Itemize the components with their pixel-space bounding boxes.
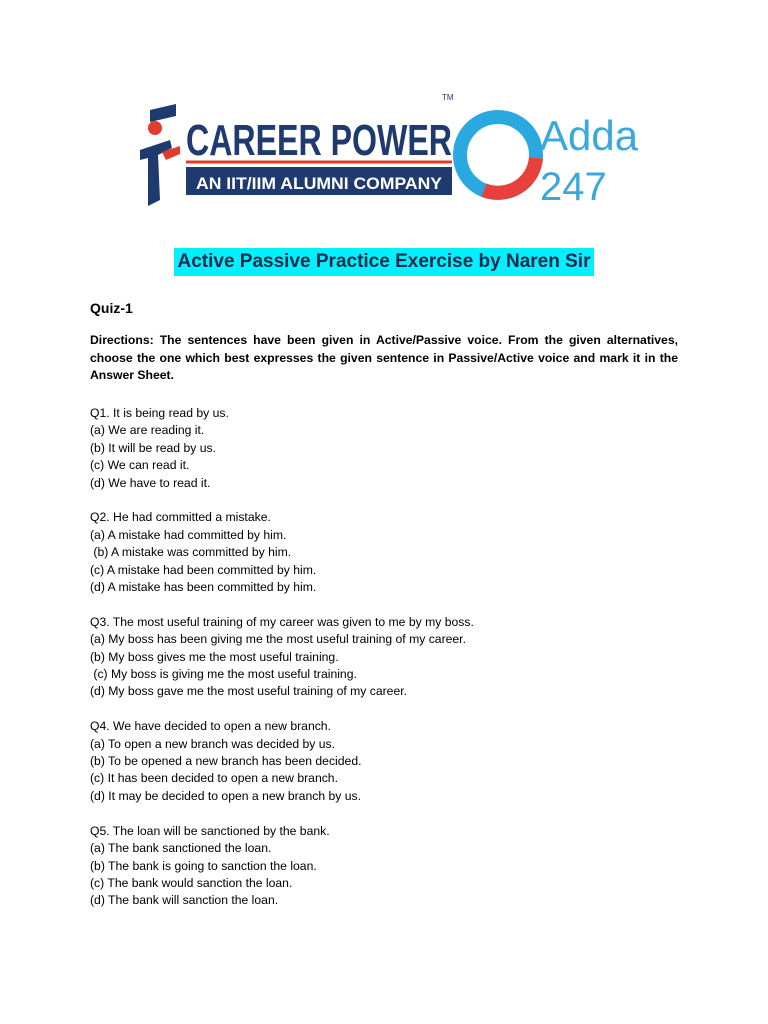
adda-wordmark: Adda [540, 112, 639, 159]
title-container [0, 248, 768, 276]
career-power-emblem-icon [140, 104, 180, 208]
option-a: (a) We are reading it. [90, 423, 205, 438]
question-text: Q5. The loan will be sanctioned by the bank. [90, 823, 330, 838]
option-b: (b) A mistake was committed by him. [90, 545, 292, 560]
logos-graphic [0, 0, 768, 230]
question-block [90, 823, 690, 910]
question-text: Q1. It is being read by us. [90, 406, 229, 420]
questions-list [90, 405, 690, 927]
option-c: (c) We can read it. [90, 458, 190, 473]
question-block [90, 509, 690, 596]
option-c: (c) My boss is giving me the most useful training. [90, 667, 357, 682]
option-d: (d) My boss gave me the most useful training of my career. [90, 684, 408, 699]
trademark-mark: TM [442, 93, 454, 102]
option-a: (a) My boss has been giving me the most useful training of my career. [90, 632, 466, 647]
option-c: (c) The bank would sanction the loan. [90, 875, 293, 890]
adda247-ring-icon [460, 117, 536, 193]
option-d: (d) We have to read it. [90, 475, 211, 490]
question-block [90, 405, 690, 492]
quiz-label: Quiz-1 [90, 300, 133, 316]
option-c: (c) It has been decided to open a new branch. [90, 771, 338, 786]
option-b: (b) It will be read by us. [90, 440, 216, 455]
question-block [90, 718, 690, 805]
question-text: Q3. The most useful training of my career was given to me by my boss. [90, 614, 474, 629]
option-b: (b) The bank is going to sanction the loan. [90, 858, 317, 873]
question-text: Q4. We have decided to open a new branch. [90, 719, 331, 734]
option-d: (d) The bank will sanction the loan. [90, 893, 279, 908]
document-title: Active Passive Practice Exercise by Naren Sir [174, 248, 595, 276]
question-text: Q2. He had committed a mistake. [90, 510, 271, 525]
header-logos [0, 0, 768, 230]
option-d: (d) A mistake has been committed by him. [90, 580, 317, 595]
option-a: (a) To open a new branch was decided by us. [90, 736, 336, 751]
question-block [90, 614, 690, 701]
option-b: (b) My boss gives me the most useful training. [90, 649, 339, 664]
option-c: (c) A mistake had been committed by him. [90, 562, 317, 577]
option-a: (a) The bank sanctioned the loan. [90, 841, 272, 856]
career-power-wordmark: CAREER POWER [186, 116, 452, 165]
adda-number: 247 [540, 165, 607, 209]
directions-paragraph: Directions: The sentences have been given in Active/Passive voice. From the given alternatives, choose the one which best expresses the given sentence in Passive/Active voice and mark it in the Answer Sheet. [90, 333, 678, 382]
option-a: (a) A mistake had committed by him. [90, 527, 287, 542]
option-d: (d) It may be decided to open a new branch by us. [90, 788, 361, 803]
career-power-tagline: AN IIT/IIM ALUMNI COMPANY [196, 174, 443, 193]
option-b: (b) To be opened a new branch has been decided. [90, 754, 362, 769]
